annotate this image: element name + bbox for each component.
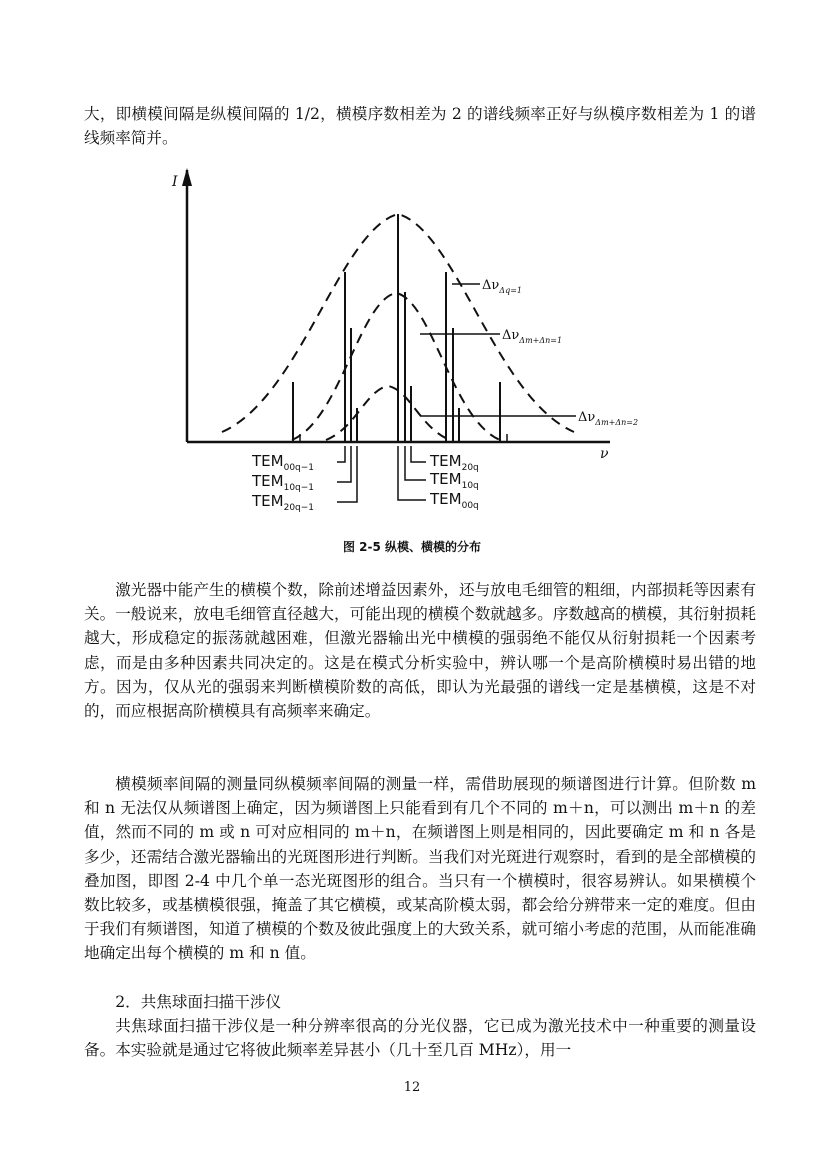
paragraph-1: 大，即横模间隔是纵模间隔的 1/2，横模序数相差为 2 的谱线频率正好与纵模序数相差为 1 的谱线频率简并。: [84, 105, 756, 148]
delta-q-label: $\Delta\nu_{\Delta q=1}$: [482, 278, 522, 295]
tem-left-leader: [337, 446, 351, 482]
tem-right-leader: [405, 446, 426, 480]
mode-distribution-diagram: [0, 150, 824, 530]
figure-caption: 图 2-5 纵模、横模的分布: [342, 540, 482, 554]
tem-label-20q: $TEM_{20q}$: [430, 452, 479, 473]
tem-label-00q: $TEM_{00q}$: [430, 490, 479, 511]
paragraph-2: 激光器中能产生的横模个数，除前述增益因素外，还与放电毛细管的粗细，内部损耗等因素有关。一般说来，放电毛细管直径越大，可能出现的横模个数就越多。序数越高的横模，其衍射损耗越大，形成稳定的振荡就越困难，但激光器输出光中横模的强弱绝不能仅从衍射损耗一个因素考虑，而是由多种因素共同决定的。这是在模式分析实验中，辨认哪一个是高阶横模时易出错的地方。因为，仅从光的强弱来判断横模阶数的高低，即认为光最强的谱线一定是基横模，这是不对的，而应根据高阶横模具有高频率来确定。: [84, 581, 756, 721]
tem-label-00q-1: $TEM_{00q-1}$: [252, 452, 315, 473]
paragraph-5: 共焦球面扫描干涉仪是一种分辨率很高的分光仪器，它已成为激光技术中一种重要的测量设备。本实验就是通过它将彼此频率差异甚小（几十至几百 MHz），用一: [84, 1017, 756, 1060]
page-number: 12: [403, 1080, 421, 1095]
delta-mn1-label: $\Delta\nu_{\Delta m+\Delta n=1}$: [502, 328, 563, 345]
tem-left-leader: [337, 446, 345, 462]
delta-mn2-label: $\Delta\nu_{\Delta m+\Delta n=2}$: [578, 410, 639, 427]
tem-label-20q-1: $TEM_{20q-1}$: [252, 492, 315, 513]
y-axis-label: I: [172, 174, 178, 190]
tem-label-10q: $TEM_{10q}$: [430, 470, 479, 491]
mode-distribution-figure: [0, 150, 824, 530]
x-axis-label: ν: [600, 446, 609, 462]
tem-right-leader: [411, 446, 426, 462]
tem-right-leader: [398, 446, 426, 500]
section-heading: 2．共焦球面扫描干涉仪: [115, 993, 282, 1011]
tem-label-10q-1: $TEM_{10q-1}$: [252, 472, 315, 493]
tem-left-leader: [337, 446, 357, 502]
paragraph-3: 横模频率间隔的测量同纵模频率间隔的测量一样，需借助展现的频谱图进行计算。但阶数 m 和 n 无法仅从频谱图上确定，因为频谱图上只能看到有几个不同的 m＋n，可以测出 m＋n 的差值，然而不同的 m 或 n 可对应相同的 m＋n，在频谱图上则是相同的，因此要确定 m 和 n 各是多少，还需结合激光器输出的光斑图形进行判断。当我们对光斑进行观察时，看到的是全部横模的叠加图，即图 2-4 中几个单一态光斑图形的组合。当只有一个横模时，很容易辨认。如果横模个数比较多，或基横模很强，掩盖了其它横模，或某高阶模太弱，都会给分辨带来一定的难度。但由于我们有频谱图，知道了横模的个数及彼此强度上的大致关系，就可缩小考虑的范围，从而能准确地确定出每个横模的 m 和 n 值。: [84, 775, 756, 963]
y-axis-arrow: [182, 168, 192, 186]
gain-curve-medium: [292, 293, 500, 440]
